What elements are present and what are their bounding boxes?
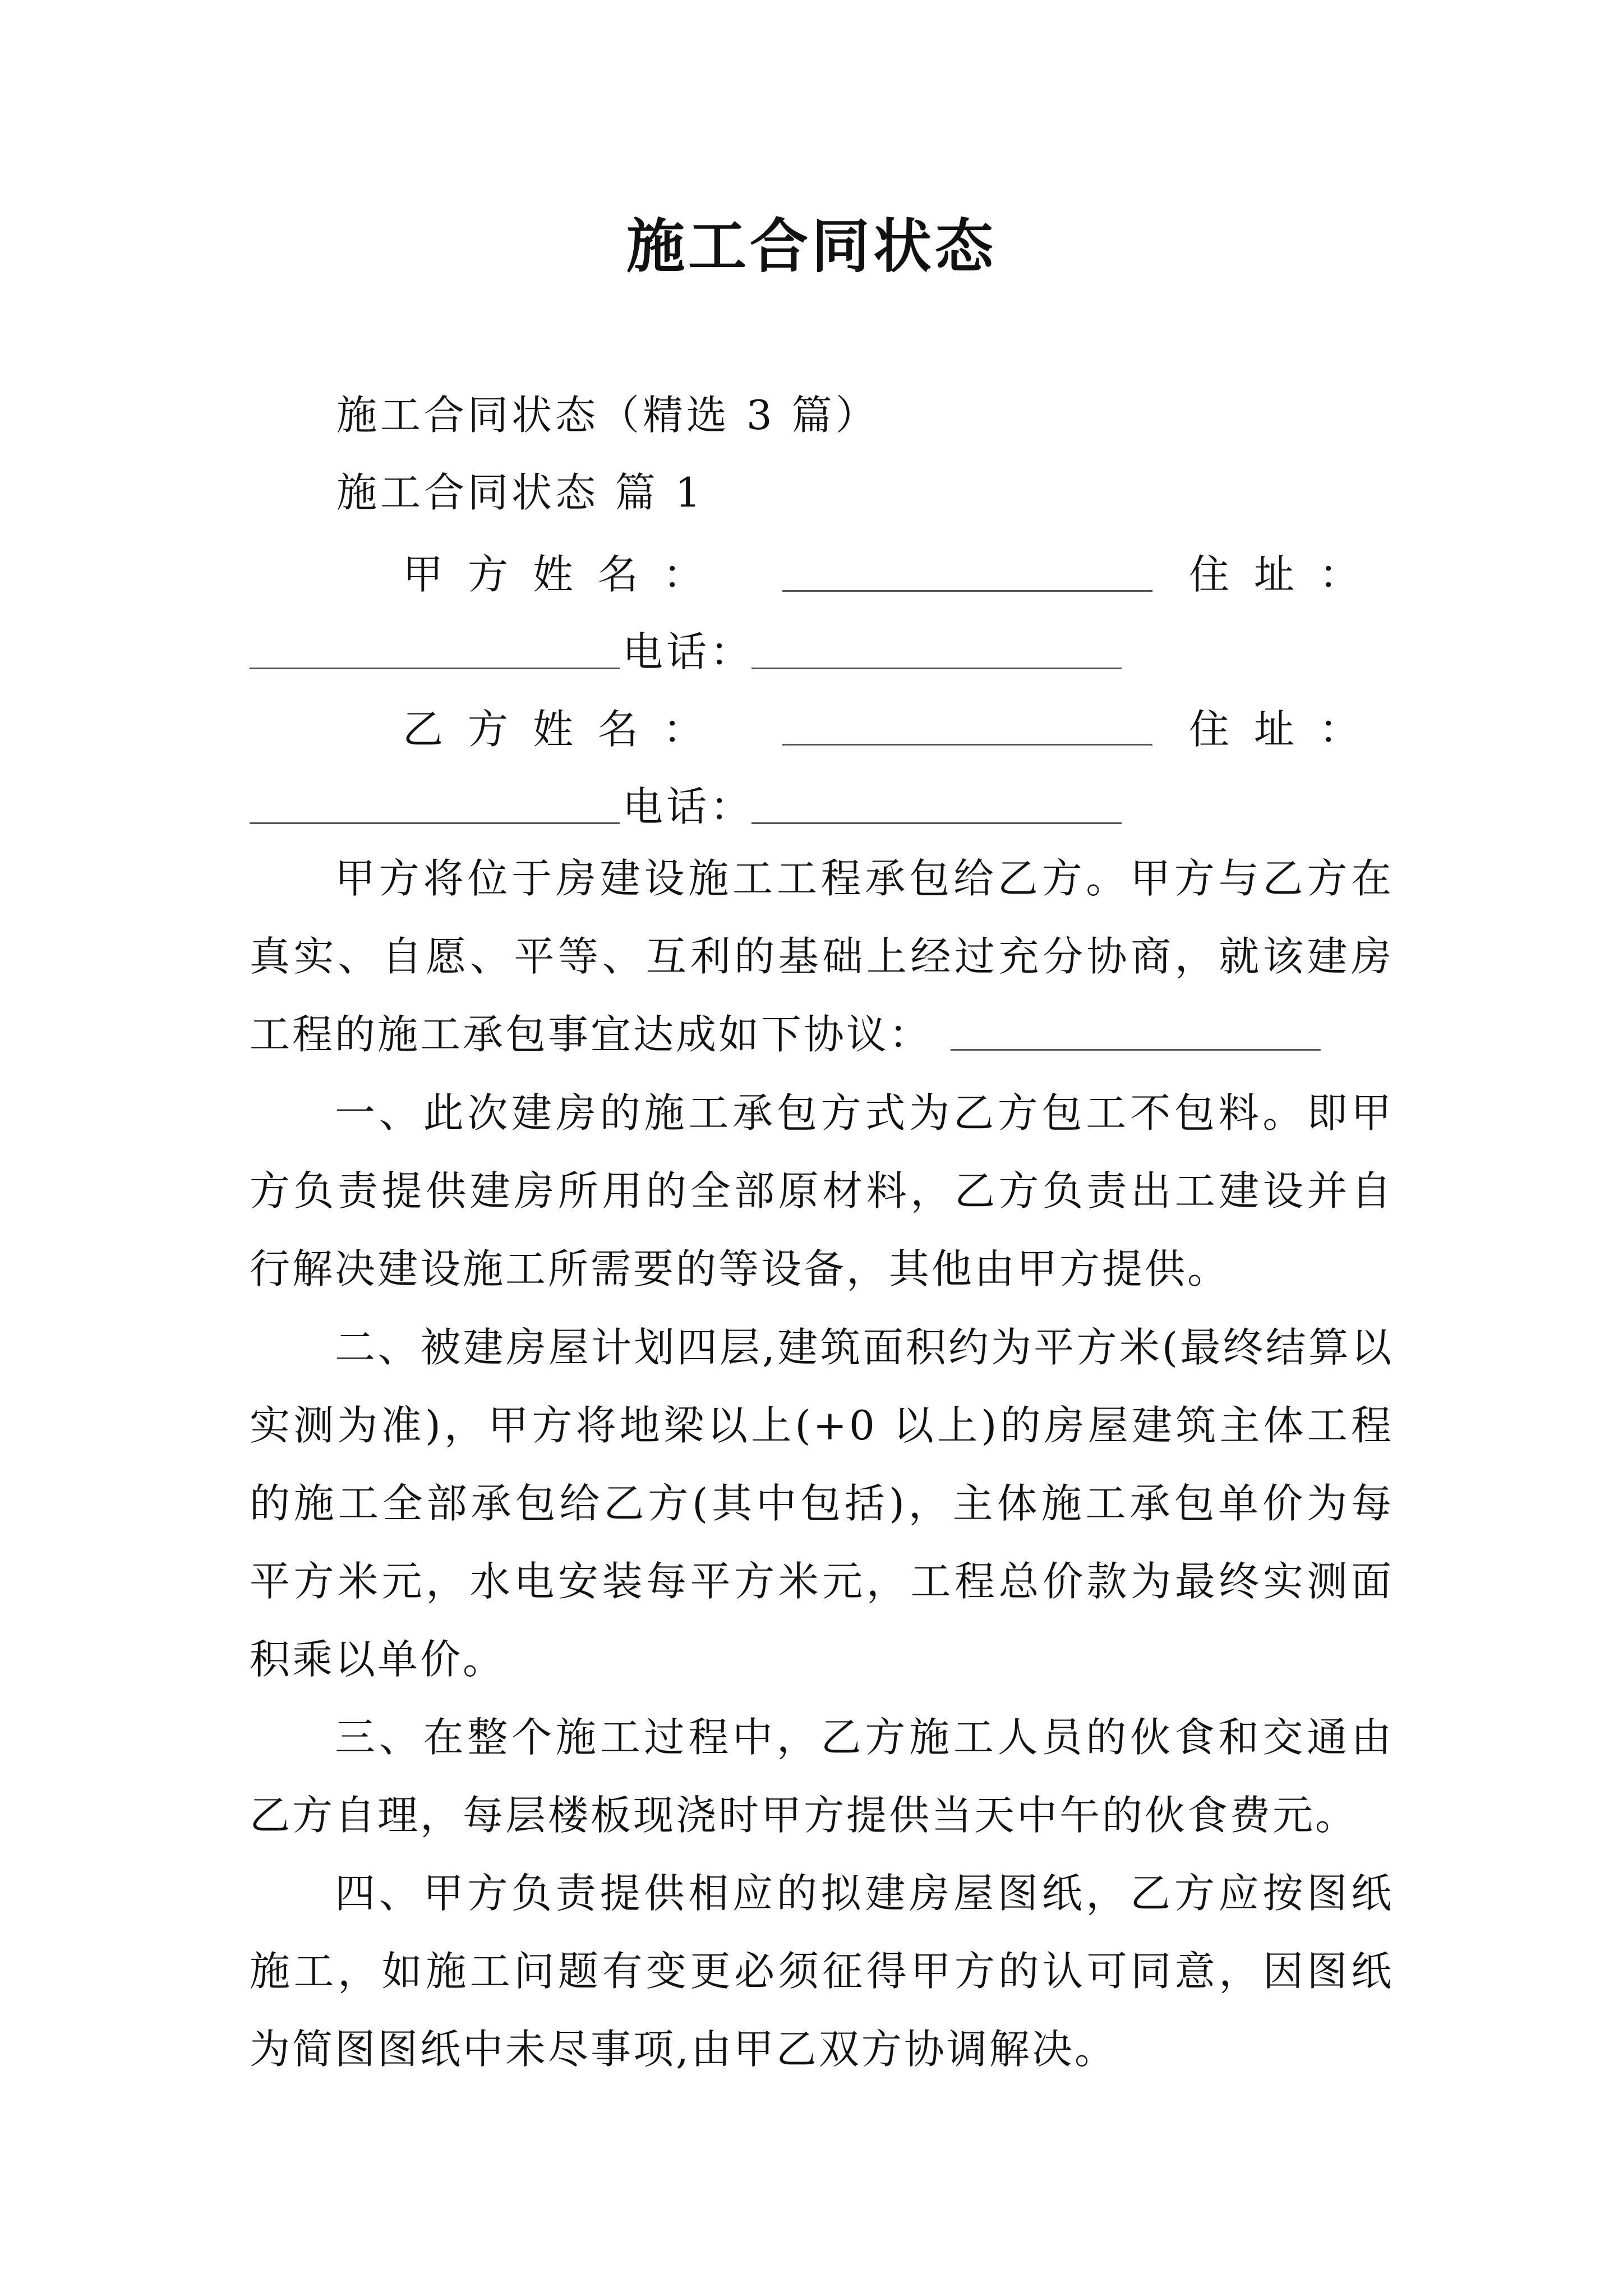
subtitle: 施工合同状态（精选 3 篇） [336,392,879,439]
party-b-phone-label: 电话： [623,783,754,830]
paragraph-clause-4: 四、甲方负责提供相应的拟建房屋图纸，乙方应按图纸施工，如施工问题有变更必须征得甲方的认可同意，因图纸为简图图纸中未尽事项,由甲乙双方协调解决。 [250,1870,1394,2073]
party-a-address-blank [250,668,620,669]
party-a-name-blank [782,590,1152,592]
party-a-phone-blank [751,668,1122,669]
party-b-address-label: 住址： [1189,706,1385,753]
section-heading: 施工合同状态 篇 1 [336,469,704,516]
paragraph-clause-1: 一、此次建房的施工承包方式为乙方包工不包料。即甲方负责提供建房所用的全部原材料，乙方负责出工建设并自行解决建设施工所需要的等设备，其他由甲方提供。 [250,1089,1394,1292]
paragraph-clause-3: 三、在整个施工过程中，乙方施工人员的伙食和交通由乙方自理，每层楼板现浇时甲方提供当天中午的伙食费元。 [250,1714,1394,1839]
party-b-address-blank [250,822,620,824]
party-b-name-blank [782,744,1152,746]
party-b-name-label: 乙方姓名： [403,706,728,753]
paragraph-intro: 甲方将位于房建设施工工程承包给乙方。甲方与乙方在真实、自愿、平等、互利的基础上经过充分协商，就该建房工程的施工承包事宜达成如下协议： [250,855,1394,1058]
party-a-name-label: 甲方姓名： [403,551,728,598]
paragraph-clause-2: 二、被建房屋计划四层,建筑面积约为平方米(最终结算以实测为准)，甲方将地梁以上(+0 以上)的房屋建筑主体工程的施工全部承包给乙方(其中包括)，主体施工承包单价为每平方米元，水电安装每平方米元，工程总价款为最终实测面积乘以单价。 [250,1324,1394,1683]
party-a-address-label: 住址： [1189,551,1385,598]
party-a-phone-label: 电话： [623,628,754,675]
party-b-phone-blank [751,822,1122,824]
page-title: 施工合同状态 [626,212,997,280]
agreement-blank [951,1049,1321,1051]
